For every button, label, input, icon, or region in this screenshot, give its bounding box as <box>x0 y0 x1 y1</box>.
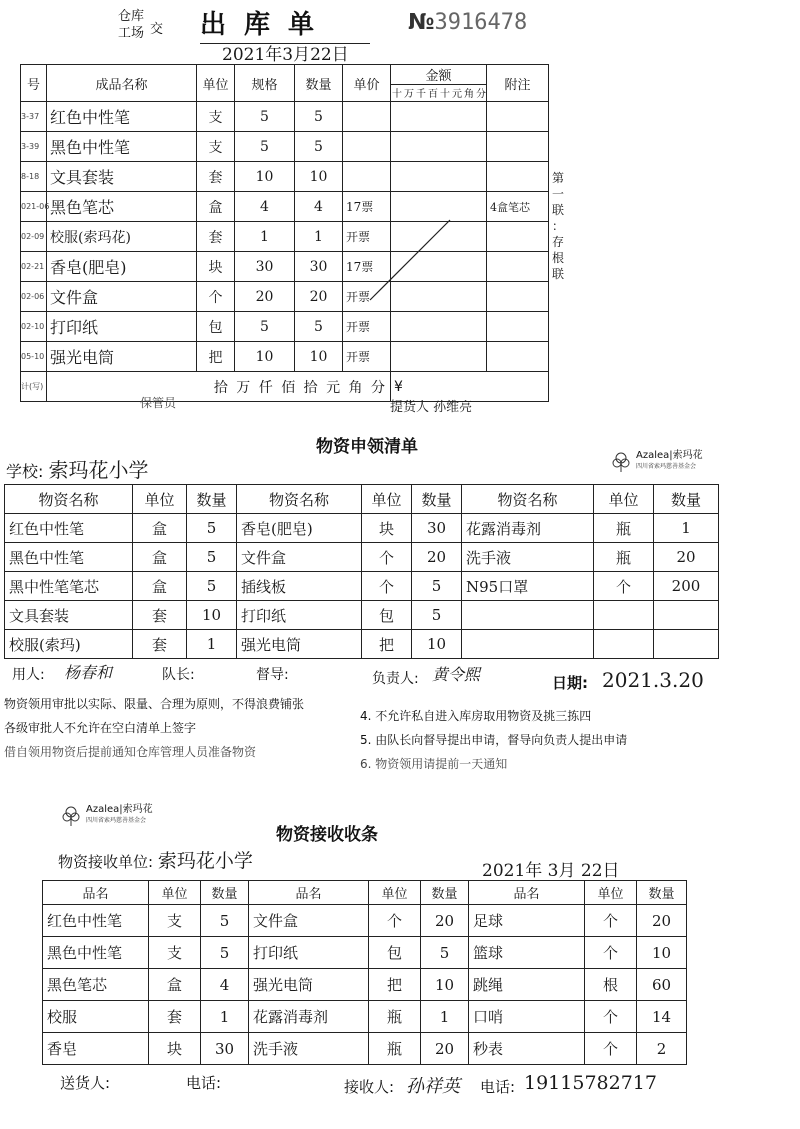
table-row: 校服 套 1 花露消毒剂 瓶 1 口哨 个 14 <box>43 1001 687 1033</box>
warehouse-suffix: 交 <box>150 22 164 37</box>
school-value: 索玛花小学 <box>48 458 149 482</box>
receiving-unit <box>58 846 253 873</box>
user-signature: 杨春和 <box>64 663 113 682</box>
col-qty: 数量 <box>295 65 343 102</box>
receipt-form <box>0 790 800 1129</box>
azalea-logo <box>60 804 153 826</box>
receiving-unit-value: 索玛花小学 <box>157 850 253 872</box>
logo-text: Azalea|索玛花 <box>86 804 153 815</box>
table-row: 02-09 校服(索玛花) 套 1 1 开票 <box>21 222 549 252</box>
number-prefix: № <box>408 10 435 35</box>
table-row: 黑色笔芯 盒 4 强光电筒 把 10 跳绳 根 60 <box>43 969 687 1001</box>
receiver-phone-label: 电话: <box>480 1078 516 1096</box>
outbound-form <box>0 0 800 420</box>
receipt-date: 2021年 3月 22日 <box>482 861 620 881</box>
table-row: 黑中性笔笔芯 盒 5 插线板 个 5 N95口罩 个 200 <box>5 572 719 601</box>
col-price: 单价 <box>343 65 391 102</box>
table-row: 红色中性笔 盒 5 香皂(肥皂) 块 30 花露消毒剂 瓶 1 <box>5 514 719 543</box>
date-value: 2021.3.20 <box>602 668 704 692</box>
table-row: 黑色中性笔 支 5 打印纸 包 5 篮球 个 10 <box>43 937 687 969</box>
picker-label: 提货人 孙维亮 <box>390 400 473 415</box>
receiving-unit-label: 物资接收单位: <box>58 853 154 871</box>
school-line <box>6 454 149 483</box>
supervisor-label: 督导: <box>256 667 289 683</box>
school-label: 学校: <box>6 462 44 481</box>
table-row: 021-06 黑色笔芯 盒 4 4 17票 4盒笔芯 <box>21 192 549 222</box>
receiver-signature: 孙祥英 <box>406 1076 460 1097</box>
table-row: 3-37 红色中性笔 支 5 5 <box>21 102 549 132</box>
logo-text: Azalea|索玛花 <box>636 450 703 461</box>
col-spec: 规格 <box>235 65 295 102</box>
logo-subtext: 四川省索玛慈善基金会 <box>86 817 147 824</box>
outbound-title: 出库单 <box>200 4 370 44</box>
owner-signature: 黄令熙 <box>432 665 481 684</box>
receiver-label: 接收人: <box>344 1078 395 1096</box>
side-note: 第一联：存根联 <box>552 171 565 281</box>
table-row: 02-21 香皂(肥皂) 块 30 30 17票 <box>21 252 549 282</box>
outbound-rows <box>21 102 549 402</box>
col-unit: 单位 <box>197 65 235 102</box>
col-no: 号 <box>21 65 47 102</box>
table-row: 文具套装 套 10 打印纸 包 5 <box>5 601 719 630</box>
header-row: 物资名称 单位 数量 物资名称 单位 数量 物资名称 单位 数量 <box>5 485 719 514</box>
rules-left: 物资领用审批以实际、限量、合理为原则，不得浪费铺张 各级审批人不允许在空白清单上签字 借自领用物资后提前通知仓库管理人员准备物资 <box>4 697 305 759</box>
table-row: 8-18 文具套装 套 10 10 <box>21 162 549 192</box>
keeper-label: 保管员 <box>140 396 177 410</box>
table-row: 3-39 黑色中性笔 支 5 5 <box>21 132 549 162</box>
requisition-title: 物资申领清单 <box>316 437 418 457</box>
date-label: 日期: <box>552 674 588 692</box>
user-label: 用人: <box>12 667 45 683</box>
total-row: 计(写) 拾 万 仟 佰 拾 元 角 分 ¥ <box>21 372 549 402</box>
diagonal-strike <box>365 215 455 305</box>
receiver-phone: 19115782717 <box>524 1072 657 1094</box>
receipt-title: 物资接收收条 <box>276 825 378 845</box>
table-row: 02-10 打印纸 包 5 5 开票 <box>21 312 549 342</box>
table-row: 香皂 块 30 洗手液 瓶 20 秒表 个 2 <box>43 1033 687 1065</box>
logo-subtext: 四川省索玛慈善基金会 <box>636 463 697 470</box>
azalea-logo <box>610 450 703 472</box>
azalea-flower-icon <box>610 450 632 472</box>
owner-label: 负责人: <box>372 671 419 687</box>
receipt-table <box>42 880 687 1065</box>
table-row: 02-06 文件盒 个 20 20 开票 <box>21 282 549 312</box>
outbound-number <box>408 10 527 35</box>
requisition-form <box>0 420 800 780</box>
warehouse-label: 仓库 工场 <box>118 9 145 41</box>
header-row: 品名 单位 数量 品名 单位 数量 品名 单位 数量 <box>43 881 687 905</box>
requisition-table <box>4 484 719 659</box>
outbound-table <box>20 64 549 402</box>
amount-digits: 十 万 千 百 十 元 角 分 <box>391 85 487 102</box>
col-amount: 金额 <box>391 65 487 85</box>
number-value: 3916478 <box>434 10 528 35</box>
table-row: 校服(索玛) 套 1 强光电筒 把 10 <box>5 630 719 659</box>
table-row: 红色中性笔 支 5 文件盒 个 20 足球 个 20 <box>43 905 687 937</box>
rules-right: 4. 不允许私自进入库房取用物资及挑三拣四 5. 由队长向督导提出申请，督导向负责人提出申请 6. 物资领用请提前一天通知 <box>360 709 628 771</box>
sender-label: 送货人: <box>60 1074 111 1092</box>
col-name: 成品名称 <box>47 65 197 102</box>
table-row: 05-10 强光电筒 把 10 10 开票 <box>21 342 549 372</box>
captain-label: 队长: <box>162 667 195 683</box>
outbound-date: 2021年3月22日 <box>222 45 349 65</box>
col-note: 附注 <box>487 65 549 102</box>
sender-phone-label: 电话: <box>186 1074 222 1092</box>
azalea-flower-icon <box>60 804 82 826</box>
table-row: 黑色中性笔 盒 5 文件盒 个 20 洗手液 瓶 20 <box>5 543 719 572</box>
